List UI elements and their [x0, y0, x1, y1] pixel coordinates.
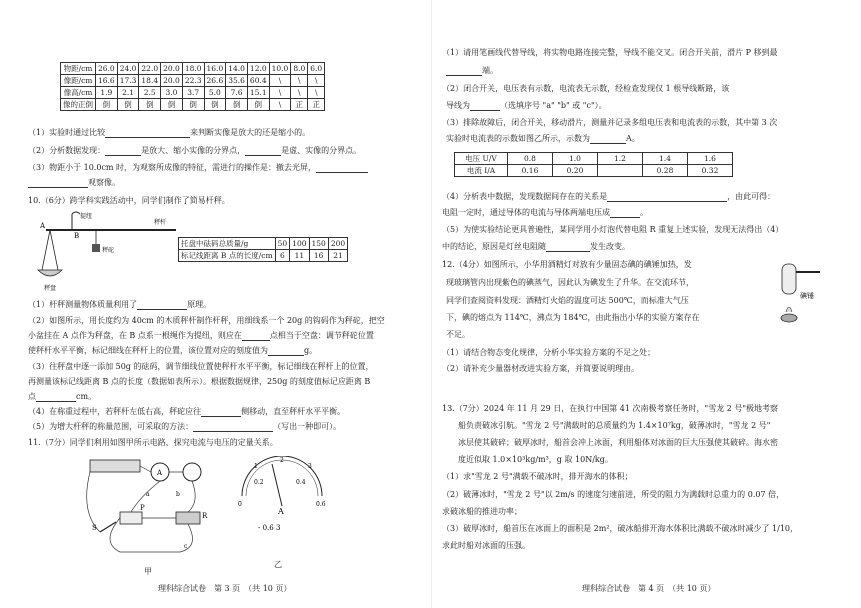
q10-1: （1）杆秤测量物体质量利用了 原理。 — [28, 300, 212, 309]
ammeter-figure-yi — [232, 456, 332, 546]
q12-d: 下，碘的熔点为 114℃，沸点为 184℃，由此指出小华的实验方案存在 — [446, 313, 700, 322]
current-cell — [598, 165, 643, 177]
lens-row-label: 像距/cm — [61, 75, 96, 87]
lens-cell: 2.5 — [139, 87, 161, 99]
q12-a: 12.（4分）如图所示，小华用酒精灯对放有少量固态碘的碘锤加热，发 — [442, 260, 692, 269]
q9-3: （3）物距小于 10.0cm 时，为观察所成像的特征，需进行的操作是：撤去光屏， — [28, 163, 368, 173]
q13-c: 冰层使其破碎；破厚冰时，船首会冲上冰面，利用船体对冰面的巨大压强使其破碎。海水密 — [458, 438, 778, 447]
q10-title: 10.（6分）跨学科实践活动中，同学们制作了简易杆秤。 — [28, 196, 230, 205]
lens-row-label: 像的正倒 — [61, 99, 96, 111]
scale-mass-cell: 200 — [328, 238, 347, 250]
right-page — [431, 0, 861, 608]
q12-e: 不足。 — [446, 330, 470, 339]
lens-cell: 15.1 — [247, 87, 269, 99]
lens-cell: 14.0 — [226, 63, 248, 75]
tick-3: 3 — [308, 463, 312, 470]
lens-cell: 22.3 — [182, 75, 204, 87]
scale-length-cell: 6 — [275, 250, 290, 262]
voltage-cell: 1.6 — [688, 153, 733, 165]
lens-cell: 6.0 — [308, 63, 325, 75]
label-a: a — [146, 491, 150, 498]
q13-a: 13.（7分）2024 年 11 月 29 日，在执行中国第 41 次南极考察任务时，"雪龙 2 号"极地考察 — [442, 404, 779, 413]
lens-cell: 20.0 — [161, 63, 183, 75]
label-R: R — [202, 512, 208, 520]
voltage-cell: 1.2 — [598, 153, 643, 165]
tick-0: 0 — [238, 501, 242, 508]
q11-2a: （2）闭合开关，电压表有示数，电流表无示数，经检查发现仅 1 根导线断路，该 — [442, 84, 730, 93]
voltage-cell: 0.8 — [508, 153, 553, 165]
lens-cell: \ — [291, 75, 308, 87]
q10-2d: 使秤杆水平平衡，标记细线在秤杆上的位置，该位置对应的刻度值为 g。 — [28, 346, 318, 355]
q9-2: （2）分析数据发现： 是放大、缩小实像的分界点， 是虚、实像的分界点。 — [28, 146, 362, 155]
lens-cell: \ — [308, 75, 325, 87]
lens-cell: 16.0 — [204, 63, 226, 75]
label-yi: 乙 — [274, 560, 282, 569]
q13-3b: 求此时船对冰面的压强。 — [442, 541, 530, 550]
lens-cell: \ — [291, 87, 308, 99]
scale-length-cell: 16 — [309, 250, 328, 262]
ammeter-terminals: - 0.6 3 — [258, 524, 281, 532]
scale-data-table — [178, 237, 348, 262]
voltage-cell: 1.4 — [643, 153, 688, 165]
label-P: P — [140, 504, 145, 512]
scale-row2-label: 标记线距离 B 点的长度/cm — [179, 250, 276, 262]
q9-1: （1）实验时通过比较 来判断实像是放大的还是缩小的。 — [28, 128, 311, 137]
lens-row-label: 物距/cm — [61, 63, 96, 75]
lens-cell: 24.0 — [117, 63, 139, 75]
scale-mass-cell: 100 — [290, 238, 309, 250]
lens-cell: 17.3 — [117, 75, 139, 87]
lens-cell: 正 — [291, 99, 308, 111]
lens-cell: 60.4 — [247, 75, 269, 87]
scale-mass-cell: 50 — [275, 238, 290, 250]
label-chengtuo: 秤砣 — [102, 247, 115, 254]
iodine-hammer-figure — [760, 262, 830, 332]
lens-cell: 倒 — [204, 99, 226, 111]
q11-1b: 端。 — [446, 66, 498, 76]
scale-length-cell: 21 — [328, 250, 347, 262]
q12-1: （1）请结合物态变化规律，分析小华实验方案的不足之处； — [442, 348, 656, 357]
current-cell: 0.32 — [688, 165, 733, 177]
voltage-label: 电压 U/V — [455, 153, 508, 165]
q13-d: 度近似取 1.0×10³kg/m³，g 取 10N/kg。 — [458, 455, 613, 464]
footer-page-4: 理科综合试卷 第 4 页 （共 10 页） — [582, 584, 716, 593]
lens-cell: \ — [269, 87, 291, 99]
lens-table-row — [61, 99, 325, 111]
q11-2b: 导线为 （选填序号 "a" "b" 或 "c"）。 — [446, 101, 607, 110]
lens-cell: 1.9 — [96, 87, 118, 99]
q13-b: 船负责破冰引航。"雪龙 2 号"满载时的总质量约为 1.4×10⁷kg，破薄冰时，"雪龙 2 号" — [458, 421, 771, 430]
lens-cell: 3.7 — [182, 87, 204, 99]
lens-table-row — [61, 75, 325, 87]
lens-cell: 倒 — [117, 99, 139, 111]
lens-cell: 倒 — [96, 99, 118, 111]
label-b: b — [176, 491, 180, 498]
q11-5a: （5）为使实验结论更具普遍性，某同学用小灯泡代替电阻 R 重复上述实验，发现无法得出（4） — [442, 225, 784, 234]
q10-3b: 再测量该标记线距离 B 点的长度（数据如表所示）。根据数据规律，250g 的刻度值标记应距离 B — [28, 377, 371, 386]
tick-2: 2 — [280, 457, 284, 464]
lens-cell: 10.0 — [269, 63, 291, 75]
q10-2a: （2）如图所示，用长度约为 40cm 的木质秤杆制作杆秤，用细线系一个 20g 的钩码作为秤砣，把空 — [28, 316, 385, 325]
label-tiniu: 提纽 — [80, 213, 93, 220]
lens-table-row — [61, 87, 325, 99]
scale-length-cell: 11 — [290, 250, 309, 262]
current-cell: 0.16 — [508, 165, 553, 177]
lens-cell: 18.4 — [139, 75, 161, 87]
lens-cell: 3.0 — [161, 87, 183, 99]
lens-cell: 倒 — [139, 99, 161, 111]
circuit-figure-jia — [80, 452, 220, 562]
lens-cell: 倒 — [247, 99, 269, 111]
q10-3a: （3）往秤盘中逐一添加 50g 的砝码，调节细线位置使秤杆水平平衡，标记细线在秤杆上的位置， — [28, 362, 374, 371]
lens-cell: \ — [269, 99, 291, 111]
lens-cell: 倒 — [226, 99, 248, 111]
label-chenggan: 秤杆 — [154, 219, 167, 226]
label-dianchui: 碘锤 — [800, 292, 814, 300]
q11-4c: 电阻一定时，通过导体的电流与导体两端电压成 。 — [442, 208, 648, 217]
q12-b: 现玻璃管内出现紫色的碘蒸气，因此认为碘发生了升华。在交流环节， — [446, 278, 694, 287]
q10-2b: 小盆挂在 A 点作为秤盘，在 B 点系一根绳作为提纽，则应在 点相当于空盘：调节秤砣位置 — [28, 331, 374, 340]
lens-cell: 18.0 — [182, 63, 204, 75]
lens-cell: 35.6 — [226, 75, 248, 87]
tick-1: 1 — [254, 463, 258, 470]
tick-0.4: 0.4 — [296, 479, 306, 486]
current-voltage-table — [454, 152, 733, 177]
lens-cell: 5.0 — [204, 87, 226, 99]
q11-1a: （1）请用笔画线代替导线，将实物电路连接完整，导线不能交叉。闭合开关前，滑片 P 移到最 — [442, 48, 778, 57]
tick-0.6: 0.6 — [316, 501, 326, 508]
q11-title: 11.（7分）同学们利用如图甲所示电路，探究电流与电压的定量关系。 — [28, 438, 278, 447]
ammeter-A: A — [278, 507, 284, 516]
q9-3b: 观察像。 — [28, 178, 120, 188]
footer-page-3: 理科综合试卷 第 3 页 （共 10 页） — [158, 584, 292, 593]
label-S: S — [92, 524, 97, 532]
q11-3b: 实验时电流表的示数如图乙所示，示数为 A。 — [446, 134, 640, 143]
q12-c: 同学们查阅资料发现：酒精灯火焰的温度可达 500℃，而标准大气压 — [446, 296, 689, 305]
lens-cell: 8.0 — [291, 63, 308, 75]
current-label: 电流 I/A — [455, 165, 508, 177]
lens-cell: 26.6 — [204, 75, 226, 87]
q13-2b: 求破冰船的推进功率； — [442, 507, 522, 516]
meter-A-label: A — [157, 469, 163, 477]
lens-data-table — [60, 62, 325, 111]
tick-0.2: 0.2 — [254, 479, 264, 486]
current-cell: 0.28 — [643, 165, 688, 177]
steelyard-figure — [36, 210, 186, 300]
q12-2: （2）请补充少量器材改进实验方案，并简要说明理由。 — [442, 364, 640, 373]
q11-5b: 中的结论，原因是灯丝电阻随 发生改变。 — [442, 242, 630, 251]
lens-cell: 26.0 — [96, 63, 118, 75]
lens-cell: 2.1 — [117, 87, 139, 99]
q13-2a: （2）破薄冰时，"雪龙 2 号"以 2m/s 的速度匀速前进，所受的阻力为满载时总重力的 0.07 倍， — [442, 490, 785, 499]
lens-cell: 7.6 — [226, 87, 248, 99]
q10-4: （4）在称重过程中，若秤杆左低右高，秤砣应往 侧移动，直至秤杆水平平衡。 — [28, 407, 346, 416]
lens-cell: 倒 — [182, 99, 204, 111]
q13-3a: （3）破厚冰时，船首压在冰面上的面积是 2m²，破冰船排开海水体积比满载不破冰时减少了 1/10， — [442, 524, 799, 533]
label-jia: 甲 — [144, 567, 152, 576]
lens-cell: 正 — [308, 99, 325, 111]
lens-cell: 16.6 — [96, 75, 118, 87]
lens-cell: 12.0 — [247, 63, 269, 75]
q10-3c: 点 cm。 — [28, 392, 97, 401]
q11-3a: （3）排除故障后，闭合开关，移动滑片，测量并记录多组电压表和电流表的示数，其中第 3 次 — [442, 118, 778, 127]
label-A: A — [40, 222, 46, 230]
lens-cell: 20.0 — [161, 75, 183, 87]
q10-5: （5）为增大杆秤的称量范围，可采取的方法： （写出一种即可）。 — [28, 422, 342, 431]
lens-cell: \ — [308, 87, 325, 99]
label-c: c — [184, 543, 188, 550]
label-B: B — [74, 232, 80, 240]
scale-mass-cell: 150 — [309, 238, 328, 250]
q13-1: （1）求"雪龙 2 号"满载不破冰时，排开海水的体积； — [442, 472, 633, 481]
lens-table-row — [61, 63, 325, 75]
voltage-cell: 1.0 — [553, 153, 598, 165]
lens-row-label: 像高/cm — [61, 87, 96, 99]
lens-cell: 22.0 — [139, 63, 161, 75]
current-cell: 0.20 — [553, 165, 598, 177]
lens-cell: \ — [269, 75, 291, 87]
label-chengpan: 秤盘 — [44, 285, 57, 292]
left-page — [0, 0, 430, 608]
q11-4a: （4）分析表中数据，发现数据间存在的关系是 ，由此可得： — [442, 192, 776, 201]
lens-cell: 倒 — [161, 99, 183, 111]
scale-row1-label: 托盘中砝码总质量/g — [179, 238, 276, 250]
